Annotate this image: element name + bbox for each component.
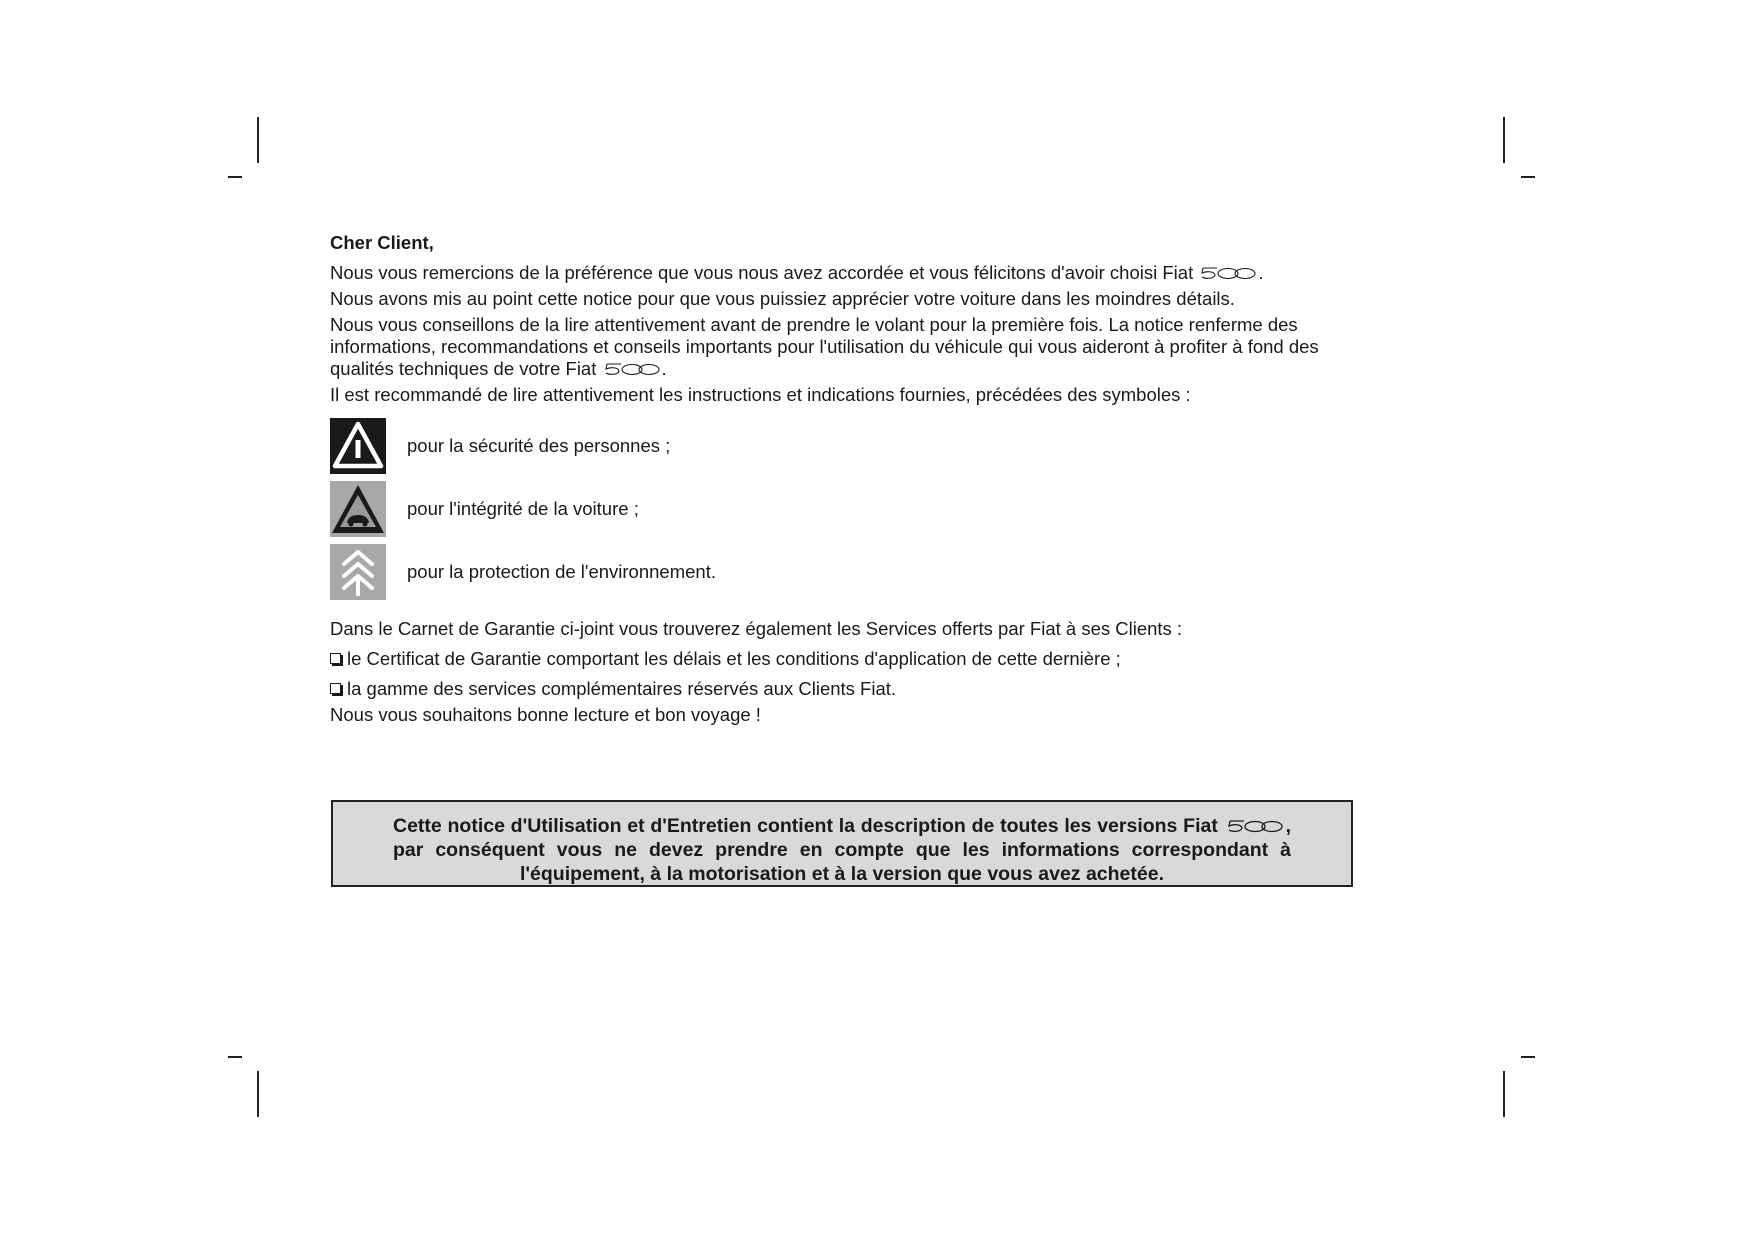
advice-paragraph bbox=[330, 314, 1350, 380]
advice-text: Nous vous conseillons de la lire attentivement avant de prendre le volant pour la première fois. La notice renferme des informations, recommandations et conseils importants pour l'utilisation du véhicule qui vous aideront à profiter à fond des qualités techniques de votre Fiat bbox=[330, 314, 1319, 379]
car-warning-icon bbox=[330, 481, 386, 537]
fiat-500-logo-icon bbox=[604, 362, 660, 376]
symbol-row-car bbox=[330, 481, 1350, 537]
advice-text-end: . bbox=[661, 358, 667, 379]
symbols-intro: Il est recommandé de lire attentivement les instructions et indications fournies, précédées des symboles : bbox=[330, 384, 1191, 405]
fiat-500-logo-icon bbox=[1226, 819, 1284, 833]
symbol-row-environment bbox=[330, 544, 1350, 600]
crop-mark-top-right-vertical bbox=[1503, 117, 1505, 163]
crop-mark-bottom-left-horizontal bbox=[228, 1056, 242, 1058]
intro-text: Nous vous remercions de la préférence que vous nous avez accordée et vous félicitons d'avoir choisi Fiat bbox=[330, 262, 1194, 283]
warranty-paragraph: Dans le Carnet de Garantie ci-joint vous trouverez également les Services offerts par Fiat à ses Clients : bbox=[330, 618, 1183, 639]
notice-text-start: Cette notice d'Utilisation et d'Entretien contient la description de toutes les versions Fiat bbox=[393, 815, 1218, 837]
intro-text-end: . bbox=[1258, 262, 1264, 283]
notice-text-end: , par conséquent vous ne devez prendre en compte que les informations correspondant à l'équipement, à la motorisation et à la version que vous avez achetée. bbox=[393, 815, 1292, 885]
list-item-text: le Certificat de Garantie comportant les délais et les conditions d'application de cette dernière ; bbox=[347, 648, 1121, 669]
symbol-safety-label: pour la sécurité des personnes ; bbox=[407, 435, 671, 456]
list-item bbox=[330, 648, 1350, 670]
letter-body bbox=[330, 232, 1350, 730]
symbol-legend bbox=[330, 418, 1350, 600]
closing-line: Nous vous souhaitons bonne lecture et bon voyage ! bbox=[330, 704, 761, 725]
greeting: Cher Client, bbox=[330, 232, 434, 253]
warning-triangle-icon bbox=[330, 418, 386, 474]
fiat-500-logo-icon bbox=[1200, 266, 1256, 280]
crop-mark-bottom-right-vertical bbox=[1503, 1071, 1505, 1117]
checkbox-bullet-icon bbox=[330, 683, 341, 694]
symbol-row-safety bbox=[330, 418, 1350, 474]
purpose-paragraph: Nous avons mis au point cette notice pour que vous puissiez apprécier votre voiture dans les moindres détails. bbox=[330, 288, 1235, 309]
crop-mark-top-left-vertical bbox=[257, 117, 259, 163]
environment-tree-icon bbox=[330, 544, 386, 600]
versions-notice-box bbox=[331, 800, 1353, 887]
crop-mark-bottom-left-vertical bbox=[257, 1071, 259, 1117]
crop-mark-top-left-horizontal bbox=[228, 176, 242, 178]
crop-mark-top-right-horizontal bbox=[1521, 176, 1535, 178]
symbol-car-label: pour l'intégrité de la voiture ; bbox=[407, 498, 639, 519]
list-item-text: la gamme des services complémentaires réservés aux Clients Fiat. bbox=[347, 678, 897, 699]
symbol-environment-label: pour la protection de l'environnement. bbox=[407, 561, 716, 582]
crop-mark-bottom-right-horizontal bbox=[1521, 1056, 1535, 1058]
intro-paragraph bbox=[330, 262, 1350, 284]
list-item bbox=[330, 678, 1350, 700]
checkbox-bullet-icon bbox=[330, 653, 341, 664]
